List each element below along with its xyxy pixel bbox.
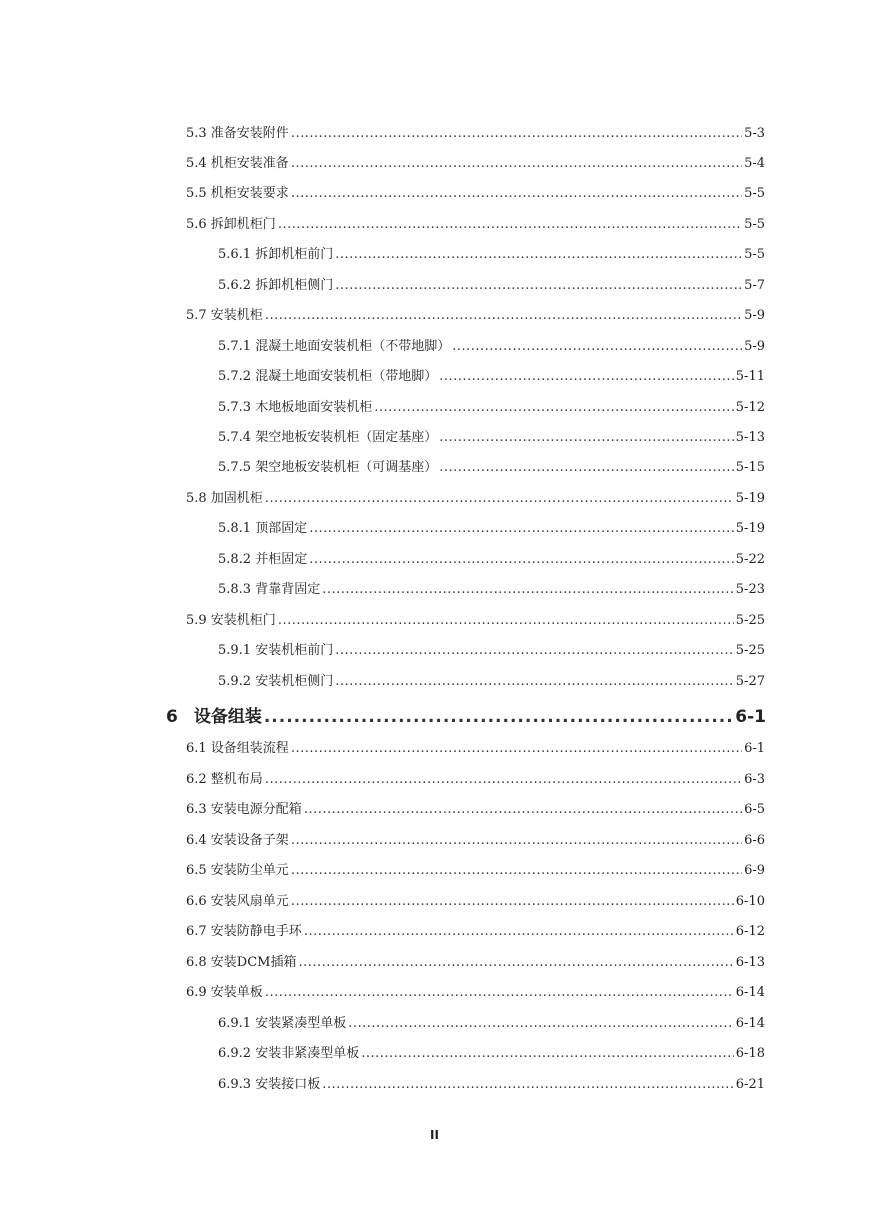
toc-entry[interactable] <box>186 983 765 1003</box>
toc-entry-label: 6.9 安装单板 <box>186 985 263 1000</box>
toc-entry-page: 5-22 <box>735 552 765 567</box>
toc-entry-page: 5-3 <box>744 126 765 141</box>
toc-entry-page: 6-18 <box>735 1046 765 1061</box>
toc-entry[interactable] <box>218 337 765 357</box>
toc-entry[interactable] <box>218 276 765 296</box>
toc-entry[interactable] <box>186 892 765 912</box>
toc-entry-page: 5-5 <box>744 186 765 201</box>
toc-entry-page: 6-14 <box>735 985 765 1000</box>
toc-entry-label: 6.4 安装设备子架 <box>186 833 289 848</box>
toc-entry-page: 6-14 <box>735 1016 765 1031</box>
dot-leader <box>291 184 742 204</box>
toc-entry-page: 5-4 <box>744 156 765 171</box>
toc-entry-label: 6.7 安装防静电手环 <box>186 924 302 939</box>
chapter-page: 6-1 <box>735 707 766 727</box>
toc-entry[interactable] <box>186 831 765 851</box>
toc-entry-label: 5.3 准备安装附件 <box>186 126 289 141</box>
dot-leader <box>265 983 734 1003</box>
page-number-footer: II <box>430 1128 439 1142</box>
dot-leader <box>304 800 742 820</box>
toc-entry[interactable] <box>218 550 765 570</box>
toc-entry-label: 5.6 拆卸机柜门 <box>186 217 276 232</box>
toc-entry[interactable] <box>218 580 765 600</box>
toc-entry-label: 5.7 安装机柜 <box>186 308 263 323</box>
toc-entry-label: 5.4 机柜安装准备 <box>186 156 289 171</box>
dot-leader <box>291 831 742 851</box>
toc-entry-page: 5-11 <box>735 369 765 384</box>
dot-leader <box>291 739 742 759</box>
toc-entry-label: 6.2 整机布局 <box>186 772 263 787</box>
toc-entry-page: 5-13 <box>735 430 765 445</box>
toc-entry-page: 5-15 <box>735 460 765 475</box>
toc-entry-page: 5-23 <box>735 582 765 597</box>
dot-leader <box>335 245 742 265</box>
toc-entry-page: 5-25 <box>735 643 765 658</box>
chapter-number: 6 <box>166 707 178 727</box>
toc-entry[interactable] <box>218 1014 765 1034</box>
toc-entry-page: 5-7 <box>744 278 765 293</box>
dot-leader <box>265 770 742 790</box>
toc-entry-label: 5.7.1 混凝土地面安装机柜（不带地脚） <box>218 339 451 354</box>
toc-entry-label: 6.6 安装风扇单元 <box>186 894 289 909</box>
toc-entry[interactable] <box>218 1044 765 1064</box>
toc-entry-page: 6-21 <box>735 1077 765 1092</box>
toc-entry-page: 5-5 <box>744 247 765 262</box>
toc-entry-page: 5-19 <box>735 521 765 536</box>
toc-entry-label: 6.9.2 安装非紧凑型单板 <box>218 1046 360 1061</box>
toc-entry[interactable] <box>218 519 765 539</box>
toc-entry-page: 6-10 <box>735 894 765 909</box>
toc-entry-label: 5.8.3 背靠背固定 <box>218 582 321 597</box>
dot-leader <box>291 124 742 144</box>
toc-entry-page: 5-9 <box>744 308 765 323</box>
toc-entry-label: 5.7.2 混凝土地面安装机柜（带地脚） <box>218 369 438 384</box>
toc-entry[interactable] <box>186 922 765 942</box>
toc-entry-label: 5.7.4 架空地板安装机柜（固定基座） <box>218 430 438 445</box>
dot-leader <box>278 611 734 631</box>
toc-entry-label: 6.9.1 安装紧凑型单板 <box>218 1016 347 1031</box>
dot-leader <box>439 428 734 448</box>
dot-leader <box>291 892 734 912</box>
toc-entry-label: 5.6.1 拆卸机柜前门 <box>218 247 334 262</box>
toc-entry-page: 5-25 <box>735 613 765 628</box>
dot-leader <box>335 276 742 296</box>
toc-entry-label: 5.8 加固机柜 <box>186 491 263 506</box>
toc-entry-page: 5-12 <box>735 400 765 415</box>
toc-entry[interactable] <box>186 861 765 881</box>
toc-entry-page: 6-1 <box>744 741 765 756</box>
dot-leader <box>309 519 734 539</box>
toc-entry[interactable] <box>186 306 765 326</box>
dot-leader <box>291 154 742 174</box>
toc-entry-label: 5.8.1 顶部固定 <box>218 521 308 536</box>
toc-entry[interactable] <box>218 458 765 478</box>
toc-entry[interactable] <box>186 800 765 820</box>
toc-entry[interactable] <box>186 739 765 759</box>
toc-entry[interactable] <box>218 367 765 387</box>
toc-entry-page: 5-9 <box>744 339 765 354</box>
toc-entry-label: 5.5 机柜安装要求 <box>186 186 289 201</box>
dot-leader <box>278 215 742 235</box>
toc-entry-label: 6.8 安装DCM插箱 <box>186 955 297 970</box>
dot-leader <box>361 1044 734 1064</box>
toc-entry[interactable] <box>218 641 765 661</box>
toc-entry[interactable] <box>186 770 765 790</box>
toc-entry[interactable] <box>218 428 765 448</box>
toc-entry[interactable] <box>218 245 765 265</box>
toc-entry-page: 6-12 <box>735 924 765 939</box>
toc-entry-page: 6-6 <box>744 833 765 848</box>
dot-leader <box>335 641 734 661</box>
toc-entry-page: 6-3 <box>744 772 765 787</box>
chapter-title: 设备组装 <box>193 707 262 727</box>
toc-entry-label: 6.9.3 安装接口板 <box>218 1077 321 1092</box>
toc-entry[interactable] <box>218 398 765 418</box>
toc-chapter-heading[interactable] <box>166 704 766 730</box>
toc-entry-page: 6-13 <box>735 955 765 970</box>
toc-entry-label: 5.9 安装机柜门 <box>186 613 276 628</box>
toc-entry-page: 6-5 <box>744 802 765 817</box>
toc-entry-label: 5.7.5 架空地板安装机柜（可调基座） <box>218 460 438 475</box>
toc-entry-page: 5-19 <box>735 491 765 506</box>
dot-leader <box>374 398 734 418</box>
toc-entry-page: 6-9 <box>744 863 765 878</box>
dot-leader <box>291 861 742 881</box>
toc-entry[interactable] <box>186 611 765 631</box>
dot-leader <box>322 580 734 600</box>
toc-entry-label: 6.3 安装电源分配箱 <box>186 802 302 817</box>
toc-entry-label: 6.5 安装防尘单元 <box>186 863 289 878</box>
toc-entry-label: 5.7.3 木地板地面安装机柜 <box>218 400 373 415</box>
toc-entry-label: 5.9.1 安装机柜前门 <box>218 643 334 658</box>
dot-leader <box>265 306 742 326</box>
dot-leader <box>335 672 734 692</box>
toc-entry[interactable] <box>186 953 765 973</box>
dot-leader <box>439 367 734 387</box>
toc-entry[interactable] <box>186 124 765 144</box>
toc-entry-label: 5.9.2 安装机柜侧门 <box>218 674 334 689</box>
toc-entry-label: 5.8.2 并柜固定 <box>218 552 308 567</box>
toc-entry[interactable] <box>218 1075 765 1095</box>
dot-leader <box>309 550 734 570</box>
dot-leader <box>265 489 734 509</box>
toc-entry-label: 6.1 设备组装流程 <box>186 741 289 756</box>
toc-entry[interactable] <box>186 184 765 204</box>
toc-entry-page: 5-5 <box>744 217 765 232</box>
dot-leader <box>299 953 734 973</box>
dot-leader <box>348 1014 734 1034</box>
dot-leader <box>264 704 733 730</box>
toc-entry-page: 5-27 <box>735 674 765 689</box>
dot-leader <box>304 922 734 942</box>
toc-entry[interactable] <box>186 215 765 235</box>
dot-leader <box>452 337 742 357</box>
toc-entry-label: 5.6.2 拆卸机柜侧门 <box>218 278 334 293</box>
toc-entry[interactable] <box>186 489 765 509</box>
dot-leader <box>322 1075 734 1095</box>
toc-entry[interactable] <box>186 154 765 174</box>
toc-entry[interactable] <box>218 672 765 692</box>
dot-leader <box>439 458 734 478</box>
